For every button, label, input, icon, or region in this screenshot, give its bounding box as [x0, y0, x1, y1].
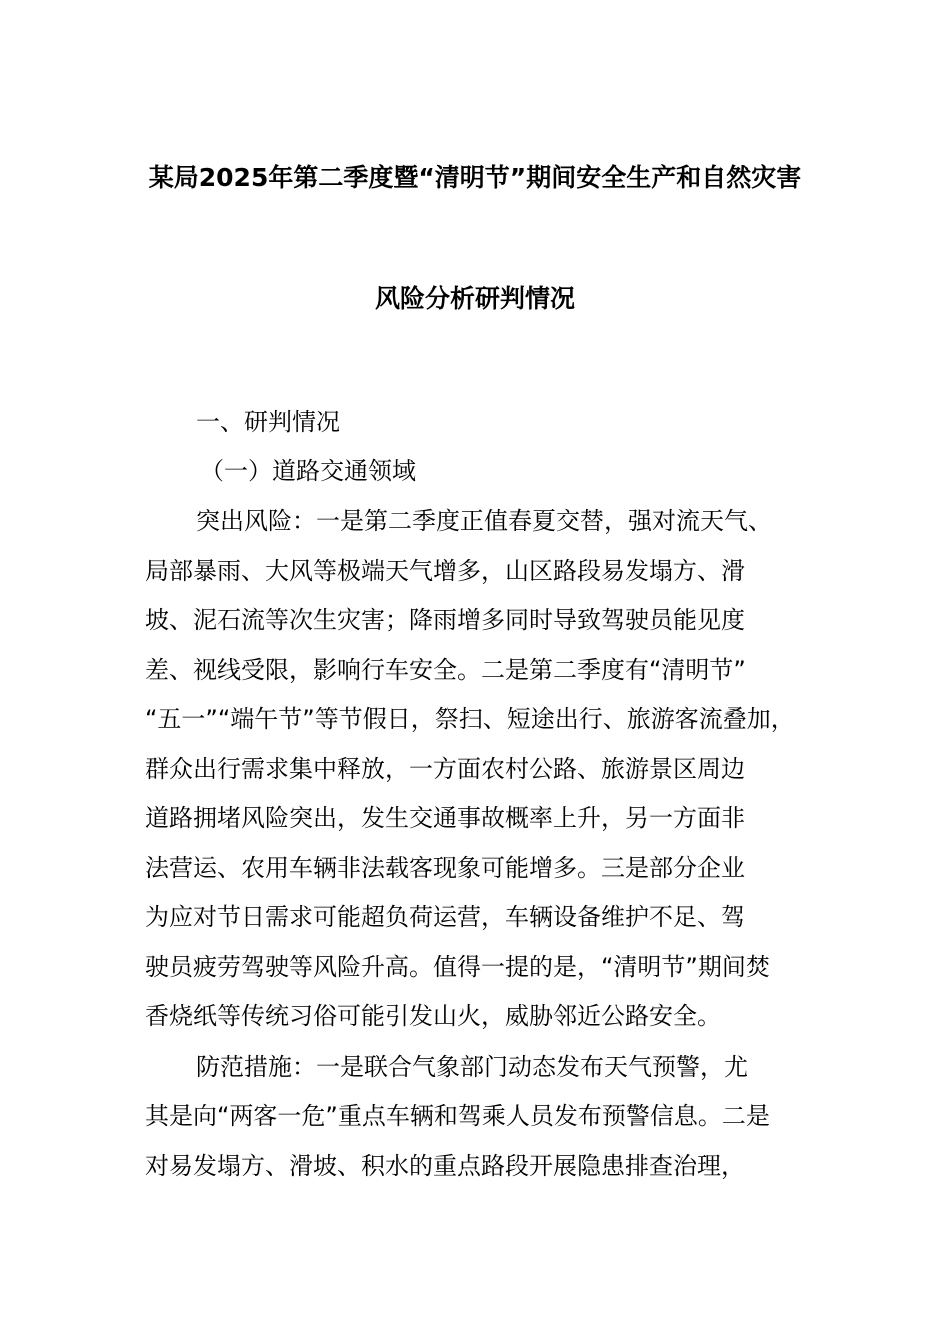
paragraph-line: 突出风险：一是第二季度正值春夏交替，强对流天气、: [196, 507, 772, 535]
paragraph-line: 其是向“两客一危”重点车辆和驾乘人员发布预警信息。二是: [145, 1102, 770, 1130]
paragraph-line: 对易发塌方、滑坡、积水的重点路段开展隐患排查治理，: [145, 1152, 745, 1180]
paragraph-line: 道路拥堵风险突出，发生交通事故概率上升，另一方面非: [145, 804, 745, 832]
paragraph-line: 局部暴雨、大风等极端天气增多，山区路段易发塌方、滑: [145, 557, 745, 585]
paragraph-line: 群众出行需求集中释放，一方面农村公路、旅游景区周边: [145, 755, 745, 783]
paragraph-line: “五一”“端午节”等节假日，祭扫、短途出行、旅游客流叠加，: [145, 705, 795, 733]
paragraph-line: 为应对节日需求可能超负荷运营，车辆设备维护不足、驾: [145, 903, 745, 931]
section-heading-1: 一、研判情况: [196, 408, 340, 436]
paragraph-line: 坡、泥石流等次生灾害；降雨增多同时导致驾驶员能见度: [145, 606, 745, 634]
document-title-line-1: 某局2025年第二季度暨“清明节”期间安全生产和自然灾害: [148, 163, 802, 192]
paragraph-line: 差、视线受限，影响行车安全。二是第二季度有“清明节”: [145, 656, 746, 684]
document-title-line-2: 风险分析研判情况: [374, 284, 575, 313]
paragraph-line: 驶员疲劳驾驶等风险升高。值得一提的是，“清明节”期间焚: [145, 953, 770, 981]
subsection-heading-1: （一）道路交通领域: [200, 457, 416, 485]
paragraph-line: 香烧纸等传统习俗可能引发山火，威胁邻近公路安全。: [145, 1002, 721, 1030]
paragraph-line: 法营运、农用车辆非法载客现象可能增多。三是部分企业: [145, 854, 745, 882]
paragraph-line: 防范措施：一是联合气象部门动态发布天气预警，尤: [196, 1053, 748, 1081]
